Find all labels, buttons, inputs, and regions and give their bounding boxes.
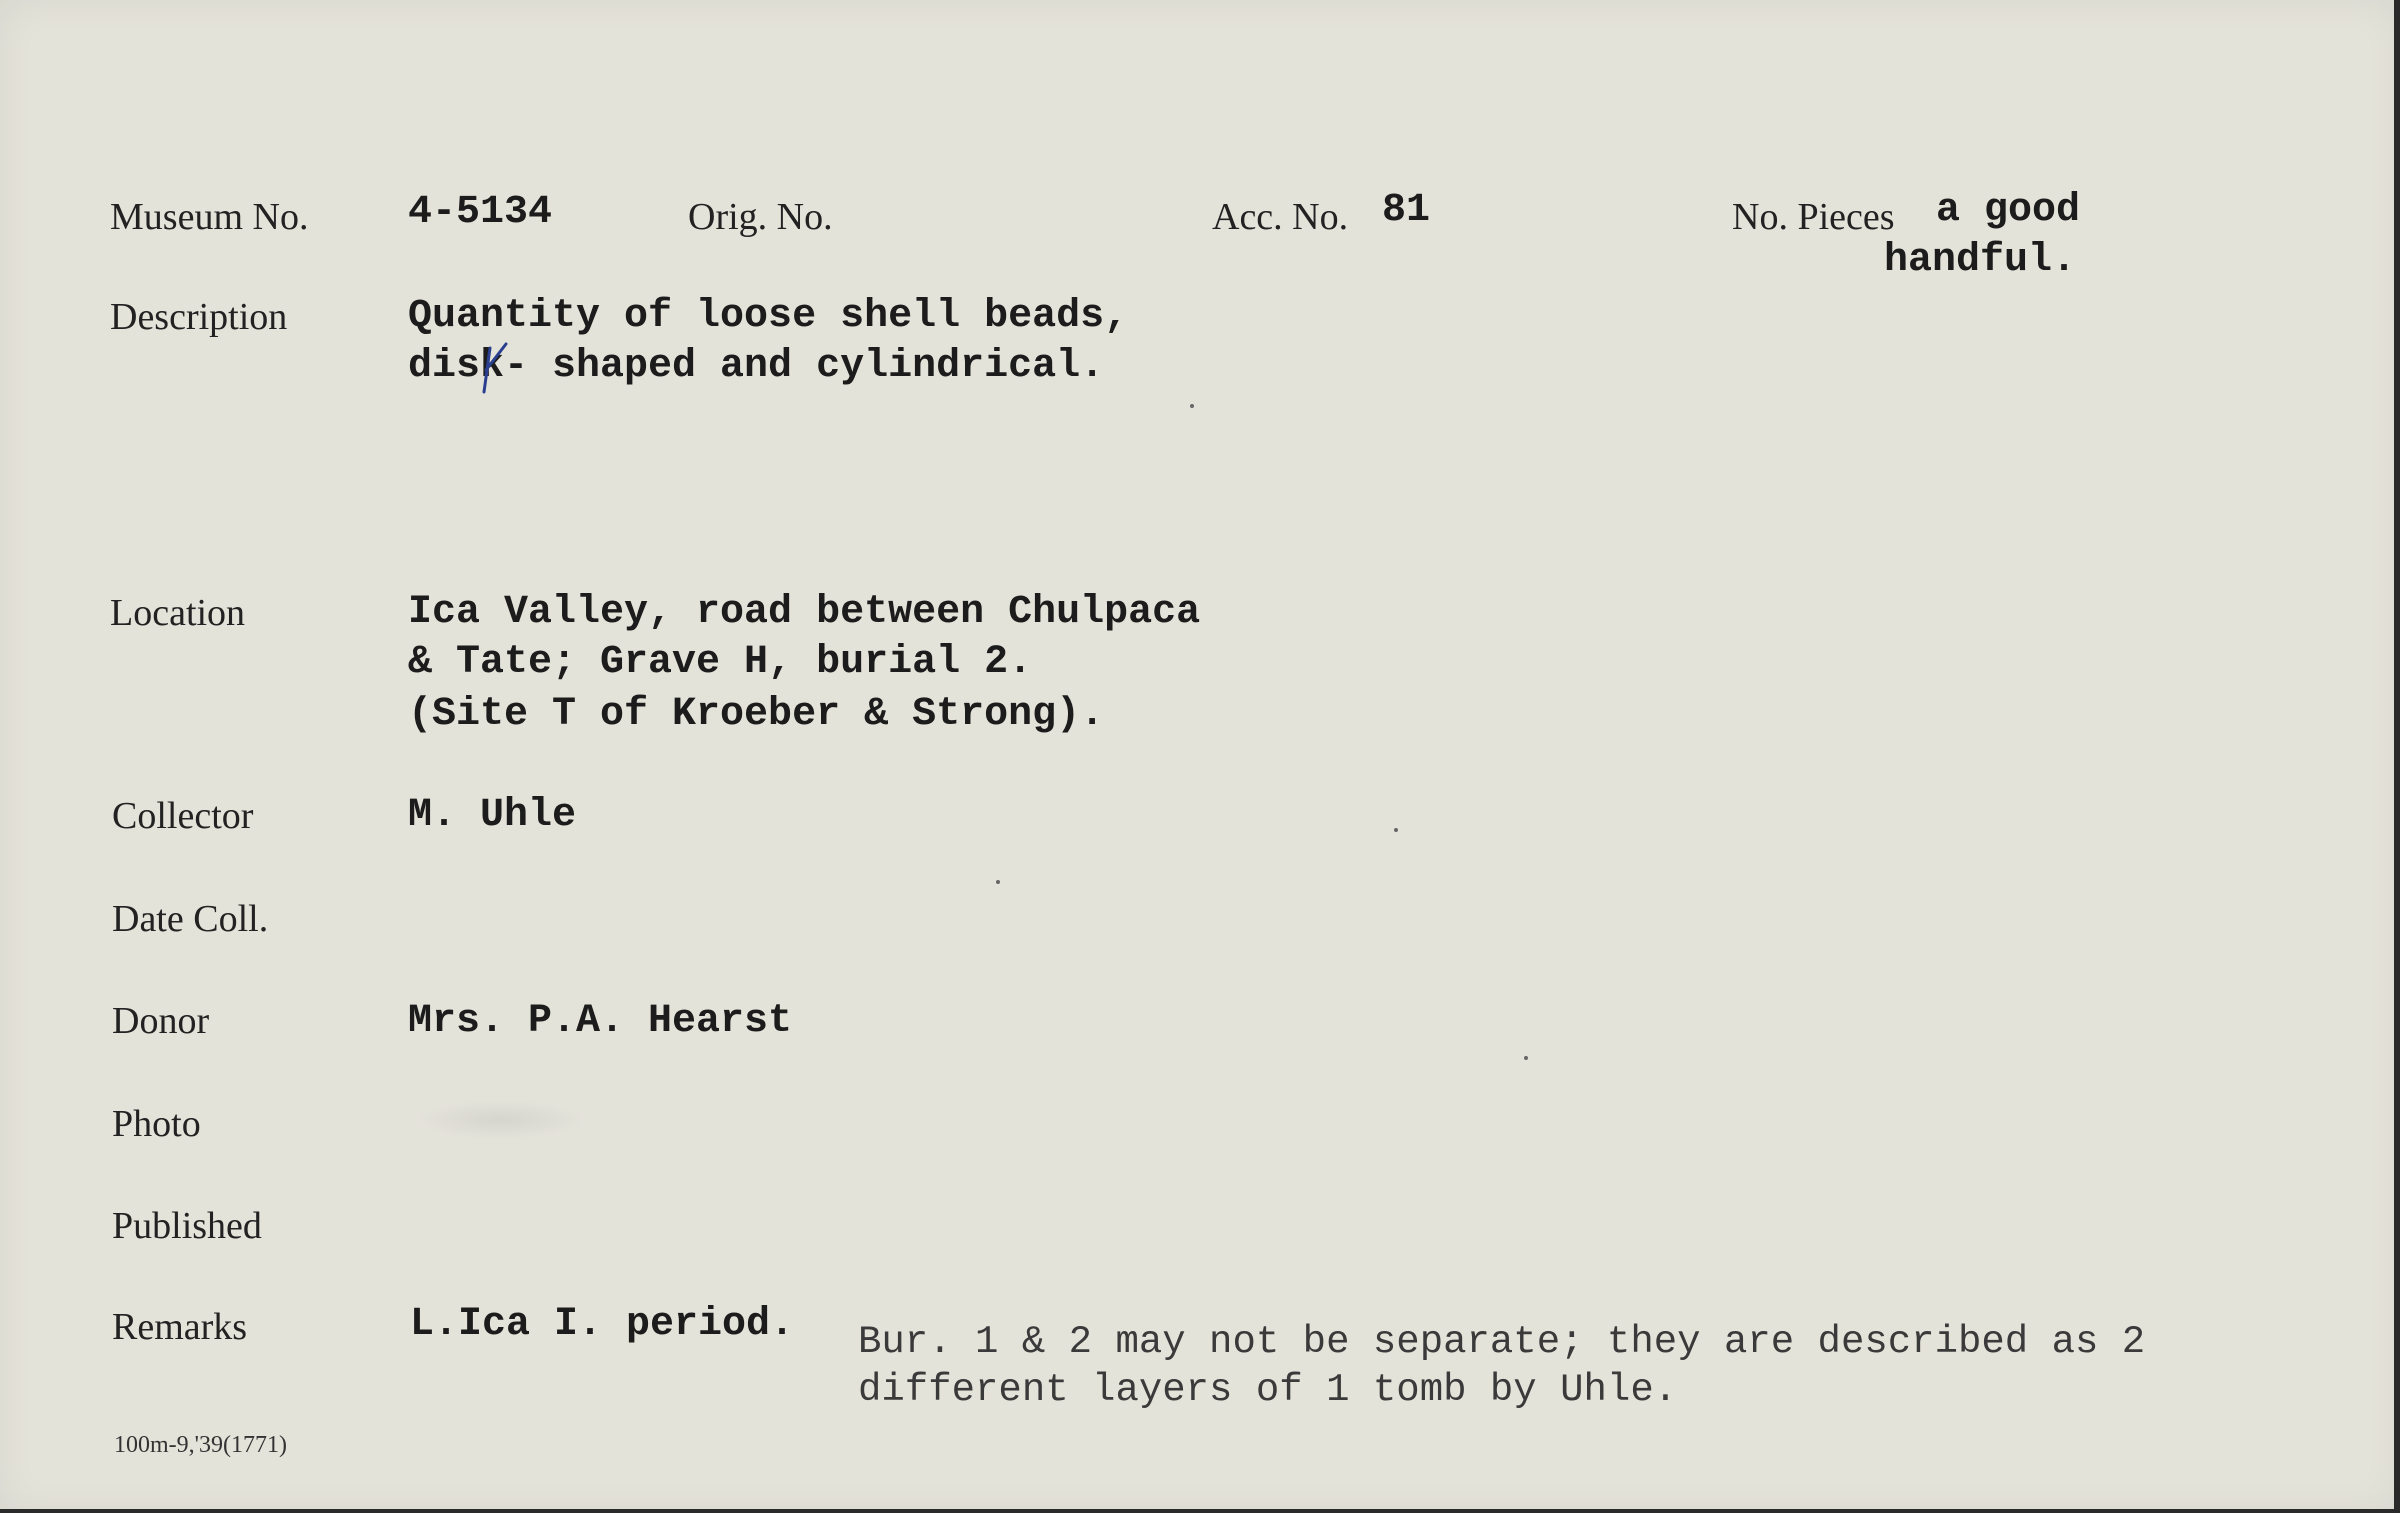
museum-no-value: 4-5134 (408, 190, 553, 235)
card-edge-bottom (0, 1509, 2400, 1513)
remarks-label: Remarks (112, 1306, 248, 1348)
description-label: Description (110, 296, 288, 338)
faint-stamp-mark (415, 1100, 585, 1140)
location-line-1: Ica Valley, road between Chulpaca (408, 590, 1201, 635)
description-line-2: disk- shaped and cylindrical. (408, 344, 1105, 389)
no-pieces-label: No. Pieces (1732, 196, 1895, 238)
acc-no-label: Acc. No. (1212, 196, 1349, 238)
card-print-code: 100m-9,'39(1771) (114, 1432, 287, 1458)
speck (996, 880, 1000, 884)
remarks-note-line-1: Bur. 1 & 2 may not be separate; they are described as 2 (858, 1320, 2146, 1364)
description-line-1: Quantity of loose shell beads, (408, 294, 1129, 339)
acc-no-value: 81 (1382, 188, 1431, 233)
location-line-3: (Site T of Kroeber & Strong). (408, 692, 1105, 737)
pen-correction-mark (480, 340, 510, 396)
collector-label: Collector (112, 795, 254, 837)
remarks-note-line-2: different layers of 1 tomb by Uhle. (858, 1368, 1678, 1412)
orig-no-label: Orig. No. (688, 196, 833, 238)
speck (1394, 828, 1398, 832)
card-edge-right (2394, 0, 2400, 1513)
published-label: Published (112, 1205, 262, 1247)
donor-label: Donor (112, 1000, 210, 1042)
museum-no-label: Museum No. (110, 196, 309, 238)
collector-value: M. Uhle (408, 793, 577, 838)
speck (1524, 1056, 1528, 1060)
no-pieces-value-line-1: a good (1936, 188, 2081, 233)
no-pieces-value-line-2: handful. (1884, 238, 2077, 283)
photo-label: Photo (112, 1103, 201, 1145)
speck (1190, 404, 1194, 408)
date-coll-label: Date Coll. (112, 898, 269, 940)
location-label: Location (110, 592, 246, 634)
location-line-2: & Tate; Grave H, burial 2. (408, 640, 1033, 685)
donor-value: Mrs. P.A. Hearst (408, 999, 793, 1044)
remarks-period: L.Ica I. period. (410, 1302, 795, 1347)
